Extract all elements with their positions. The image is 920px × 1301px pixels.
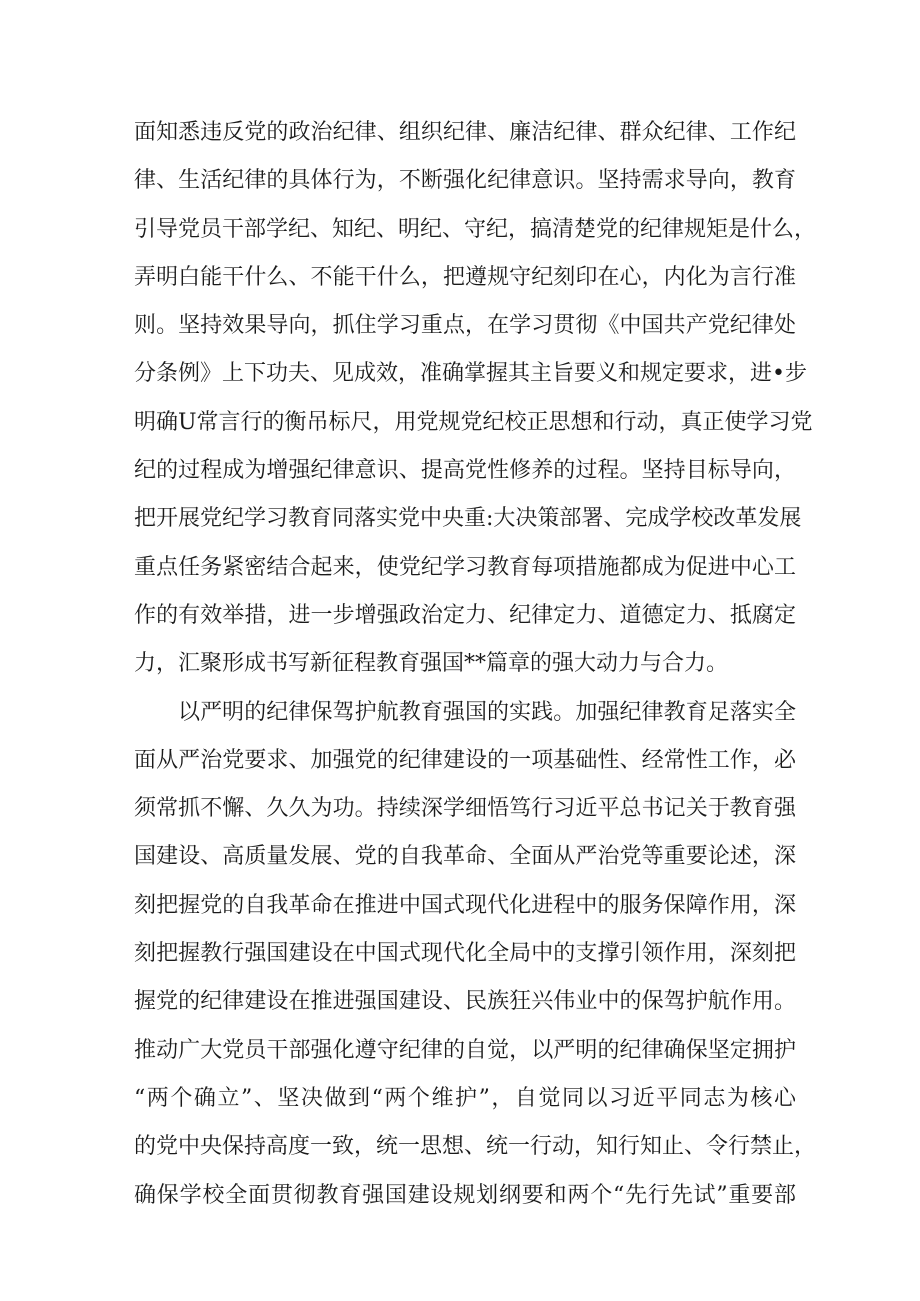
text-line: 作的有效举措，进一步增强政治定力、纪律定力、道德定力、抵腐定	[134, 602, 796, 628]
document-body	[134, 109, 817, 1220]
text-line: 力，汇聚形成书写新征程教育强国**篇章的强大动力与合力。	[134, 651, 729, 677]
text-line: 面知悉违反党的政治纪律、组织纪律、廉洁纪律、群众纪律、工作纪	[134, 120, 796, 145]
text-line: 律、生活纪律的具体行为，不断强化纪律意识。坚持需求导向，教育	[134, 168, 796, 194]
text-line: 面从严治党要求、加强党的纪律建设的一项基础性、经常性工作，必	[134, 747, 796, 773]
text-line: 分条例》上下功夫、见成效，准确掌握其主旨要义和规定要求，进•步	[134, 361, 807, 387]
text-line: 确保学校全面贯彻教育强国建设规划纲要和两个“先行先试”重要部	[134, 1182, 796, 1208]
text-line: 推动广大党员干部强化遵守纪律的自觉，以严明的纪律确保坚定拥护	[134, 1037, 796, 1063]
text-line: 引导党员干部学纪、知纪、明纪、守纪，搞清楚党的纪律规矩是什么，	[134, 216, 817, 242]
text-line: “两个确立”、坚决做到“两个维护”，自觉同以习近平同志为核心	[134, 1085, 796, 1111]
text-line: 须常抓不懈、久久为功。持续深学细悟笃行习近平总书记关于教育强	[134, 796, 796, 822]
text-line: 明确U常言行的衡吊标尺，用党规党纪校正思想和行动，真正使学习党	[134, 409, 813, 435]
text-line: 重点任务紧密结合起来，使党纪学习教育每项措施都成为促进中心工	[134, 554, 796, 580]
text-line: 弄明白能干什么、不能干什么，把遵规守纪刻印在心，内化为言行准	[134, 264, 796, 290]
text-line: 国建设、高质量发展、党的自我革命、全面从严治党等重要论述，深	[134, 844, 796, 870]
text-line: 纪的过程成为增强纪律意识、提高党性修养的过程。坚持目标导向，	[134, 458, 796, 484]
paragraph	[134, 109, 817, 689]
text-line: 则。坚持效果导向，抓住学习重点，在学习贯彻《中国共产党纪律处	[134, 313, 796, 339]
text-line: 握党的纪律建设在推进强国建设、民族狂兴伟业中的保驾护航作用。	[134, 989, 796, 1015]
text-line: 的党中央保持高度一致，统一思想、统一行动，知行知止、令行禁止，	[134, 1134, 817, 1160]
paragraph	[134, 689, 817, 1220]
text-line: 刻把握党的自我革命在推进中国式现代化进程中的服务保障作用，深	[134, 892, 796, 918]
text-line: 以严明的纪律保驾护航教育强国的实践。加强纪律教育足落实全	[178, 699, 796, 725]
text-line: 刻把握教行强国建设在中国式现代化全局中的支撑引领作用，深刻把	[134, 941, 796, 967]
text-line: 把开展党纪学习教育同落实党中央重:大决策部署、完成学校改革发展	[134, 506, 802, 532]
